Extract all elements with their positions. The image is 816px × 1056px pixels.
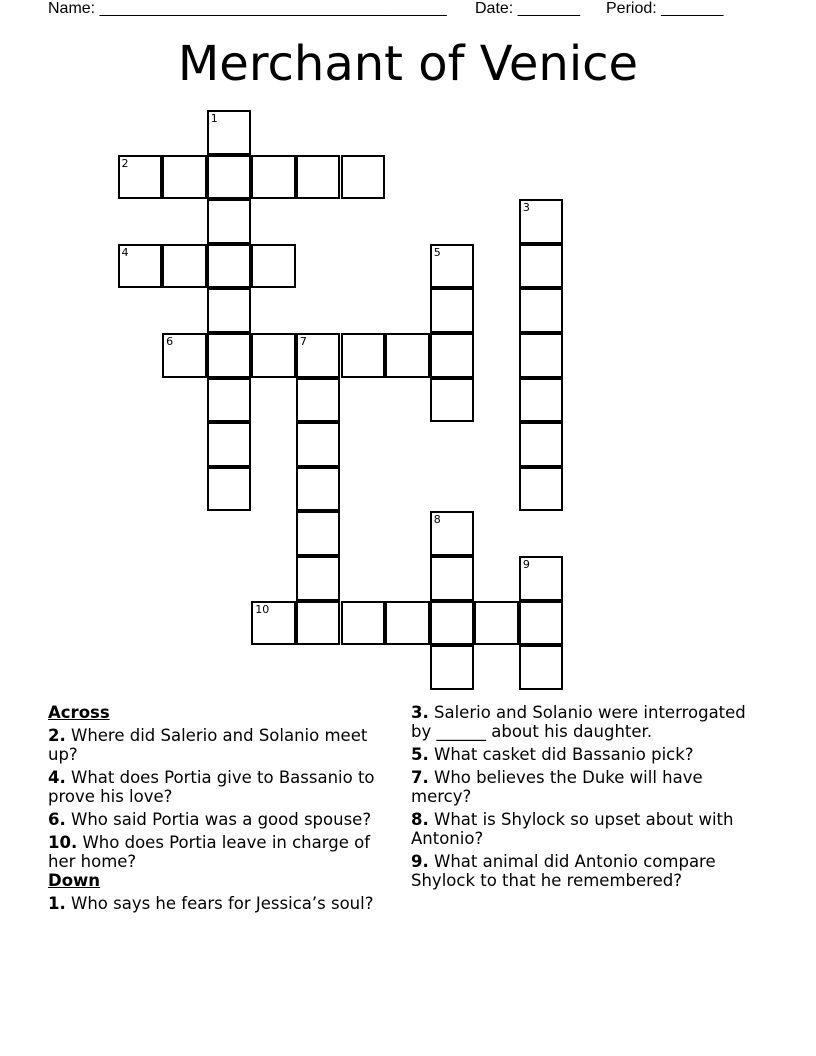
clue-across-6: 6. Who said Portia was a good spouse? <box>48 810 372 829</box>
crossword-cell[interactable] <box>162 155 207 200</box>
crossword-cell[interactable] <box>519 422 564 467</box>
crossword-cell[interactable] <box>519 199 564 244</box>
clue-number: 6 <box>166 335 174 348</box>
clue-across-4: 4. What does Portia give to Bassanio to prove his love? <box>48 768 375 806</box>
crossword-cell[interactable] <box>296 422 341 467</box>
clue-number: 5 <box>433 245 441 259</box>
clue-down-1: 1. Who says he fears for Jessica’s soul? <box>48 894 374 913</box>
crossword-cell[interactable] <box>296 467 341 512</box>
crossword-cell[interactable] <box>385 601 430 646</box>
crossword-cell[interactable] <box>207 199 252 244</box>
clue-number: 9 <box>522 558 530 571</box>
crossword-cell[interactable] <box>251 244 296 289</box>
period-field[interactable]: Period: _______ <box>606 0 724 17</box>
clue-number: 7 <box>299 335 307 348</box>
crossword-cell[interactable] <box>519 556 564 601</box>
crossword-cell[interactable] <box>430 556 475 601</box>
crossword-cell[interactable] <box>341 333 386 378</box>
crossword-cell[interactable] <box>519 645 564 690</box>
clue-down-3: 3. Salerio and Solanio were interrogated by ______ about his daughter. <box>411 703 746 741</box>
crossword-cell[interactable] <box>296 601 341 646</box>
crossword-cell[interactable] <box>207 422 252 467</box>
crossword-cell[interactable] <box>296 556 341 601</box>
date-field[interactable]: Date: _______ <box>475 0 580 17</box>
crossword-cell[interactable] <box>207 467 252 512</box>
crossword-cell[interactable] <box>519 601 564 646</box>
clue-down-5: 5. What casket did Bassanio pick? <box>411 745 694 764</box>
crossword-cell[interactable] <box>118 244 163 289</box>
across-heading: Across <box>48 703 110 722</box>
crossword-cell[interactable] <box>207 378 252 423</box>
crossword-cell[interactable] <box>207 110 252 155</box>
down-heading: Down <box>48 871 101 890</box>
crossword-cell[interactable] <box>385 333 430 378</box>
clue-across-2: 2. Where did Salerio and Solanio meet up? <box>48 726 368 764</box>
crossword-cell[interactable] <box>474 601 519 646</box>
crossword-cell[interactable] <box>430 244 475 289</box>
crossword-cell[interactable] <box>118 155 163 200</box>
page-title: Merchant of Venice <box>177 36 639 92</box>
clue-number: 4 <box>121 245 129 259</box>
crossword-cell[interactable] <box>341 155 386 200</box>
crossword-cell[interactable] <box>251 601 296 646</box>
crossword-cell[interactable] <box>296 333 341 378</box>
clues-left-column <box>48 703 398 917</box>
crossword-cell[interactable] <box>341 601 386 646</box>
crossword-cell[interactable] <box>296 378 341 423</box>
clue-down-7: 7. Who believes the Duke will have mercy? <box>411 768 703 806</box>
crossword-cell[interactable] <box>207 244 252 289</box>
name-field[interactable]: Name: _______________________________________ <box>48 0 447 17</box>
crossword-cell[interactable] <box>207 155 252 200</box>
crossword-cell[interactable] <box>251 155 296 200</box>
crossword-cell[interactable] <box>207 333 252 378</box>
crossword-cell[interactable] <box>430 645 475 690</box>
crossword-cell[interactable] <box>519 467 564 512</box>
crossword-cell[interactable] <box>519 378 564 423</box>
crossword-cell[interactable] <box>519 288 564 333</box>
crossword-cell[interactable] <box>162 244 207 289</box>
clue-number: 1 <box>210 112 218 125</box>
crossword-cell[interactable] <box>430 511 475 556</box>
clues-right-column <box>411 703 761 894</box>
crossword-cell[interactable] <box>430 288 475 333</box>
clue-number: 8 <box>433 513 441 527</box>
clue-down-8: 8. What is Shylock so upset about with Antonio? <box>411 810 734 848</box>
crossword-cell[interactable] <box>207 288 252 333</box>
crossword-cell[interactable] <box>519 333 564 378</box>
crossword-cell[interactable] <box>430 333 475 378</box>
clue-number: 3 <box>522 201 530 215</box>
crossword-cell[interactable] <box>162 333 207 378</box>
clue-across-10: 10. Who does Portia leave in charge of her home? <box>48 833 371 871</box>
crossword-cell[interactable] <box>251 333 296 378</box>
clue-number: 2 <box>121 156 129 170</box>
crossword-cell[interactable] <box>296 511 341 556</box>
clue-number: 10 <box>255 602 270 616</box>
crossword-cell[interactable] <box>430 601 475 646</box>
crossword-cell[interactable] <box>430 378 475 423</box>
crossword-cell[interactable] <box>296 155 341 200</box>
crossword-cell[interactable] <box>519 244 564 289</box>
clue-down-9: 9. What animal did Antonio compare Shylock to that he remembered? <box>411 852 716 890</box>
